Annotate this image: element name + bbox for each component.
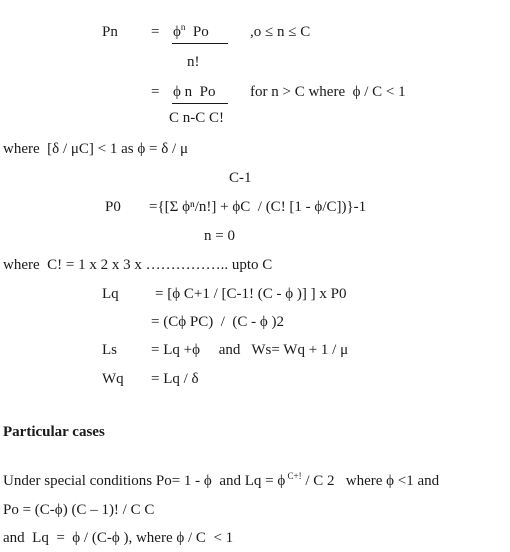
pn-label: Pn <box>102 24 118 40</box>
p0-formula: ={[Σ ϕⁿ/n!] + ϕC / (C! [1 - ϕ/C])}-1 <box>149 199 367 215</box>
lq-label: Lq <box>102 286 119 302</box>
wq-formula: = Lq / δ <box>151 371 199 387</box>
lq-formula-2: = (Cϕ PC) / (C - ϕ )2 <box>151 314 285 330</box>
pn-denominator: n! <box>187 54 200 70</box>
pn-condition: ,o ≤ n ≤ C <box>250 24 311 40</box>
pn-denominator-2: C n-C C! <box>169 110 225 126</box>
pn-fraction-bar <box>172 43 228 44</box>
section-heading: Particular cases <box>3 424 105 440</box>
where-factorial-line: where C! = 1 x 2 x 3 x …………….. upto C <box>3 257 273 273</box>
sum-lower-limit: n = 0 <box>204 228 235 244</box>
p0-label: P0 <box>105 199 121 215</box>
pn-numerator: $\phi^n$ Po <box>173 22 209 40</box>
pn-numerator-2: ϕ n Po <box>173 84 216 100</box>
special-conditions-line-3: and Lq = ϕ / (C-ϕ ), where ϕ / C < 1 <box>3 530 234 546</box>
pn-equals-sign: = <box>151 24 160 40</box>
special-conditions-line-1: Under special conditions Po= 1 - ϕ and Lq = ϕ $^{C+!}$ / C 2 where ϕ <1 and <box>3 471 440 489</box>
lq-formula: = [ϕ C+1 / [C-1! (C - ϕ )] ] x P0 <box>155 286 347 302</box>
wq-label: Wq <box>102 371 124 387</box>
pn-fraction-bar-2 <box>172 103 228 104</box>
pn-condition-2: for n > C where ϕ / C < 1 <box>250 84 406 100</box>
special-conditions-line-2: Po = (C-ϕ) (C – 1)! / C C <box>3 502 155 518</box>
sum-upper-limit: C-1 <box>229 170 252 186</box>
pn-equals-sign-2: = <box>151 84 160 100</box>
ls-label: Ls <box>102 342 117 358</box>
where-delta-line: where [δ / μC] < 1 as ϕ = δ / μ <box>3 141 189 157</box>
ls-formula: = Lq +ϕ and Ws= Wq + 1 / μ <box>151 342 349 358</box>
